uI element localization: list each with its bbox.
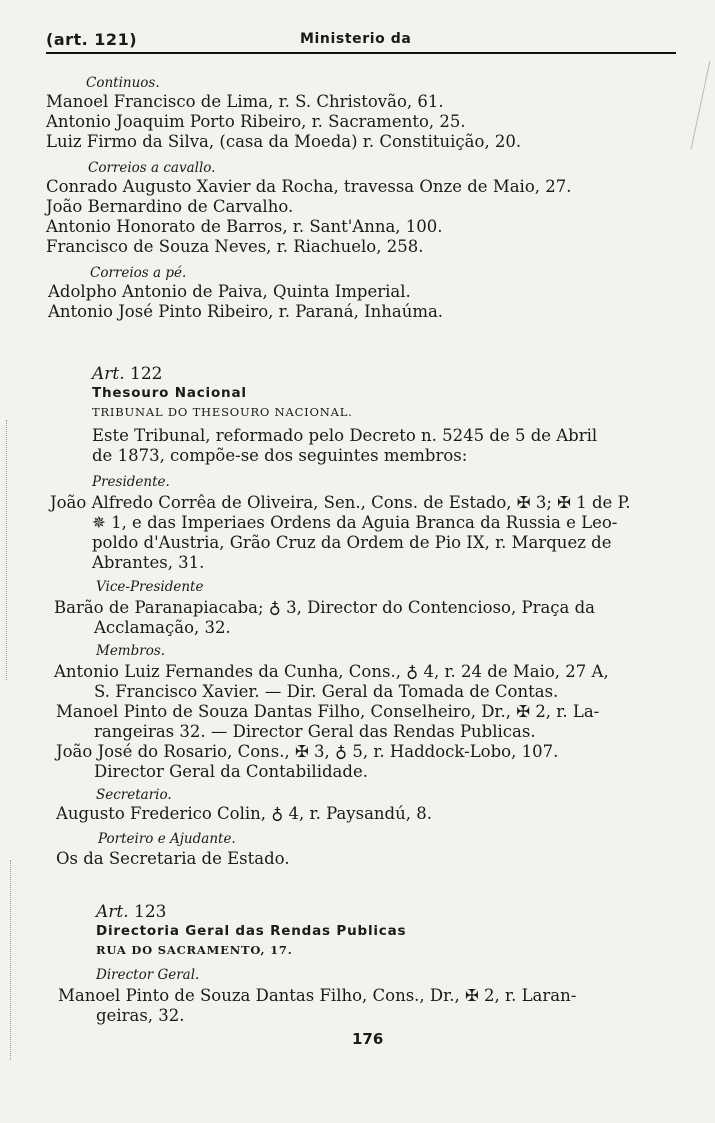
entry-line: Luiz Firmo da Silva, (casa da Moeda) r. Constituição, 20.: [46, 132, 522, 151]
section-heading: Correios a pé.: [90, 265, 187, 281]
entry-line: Francisco de Souza Neves, r. Riachuelo, 258.: [46, 237, 424, 256]
article-heading: [92, 364, 163, 384]
scan-edge-mark: [6, 420, 7, 680]
section-heading: Correios a cavallo.: [88, 160, 216, 176]
entry-line: geiras, 32.: [96, 1006, 185, 1025]
section-heading: Membros.: [96, 643, 166, 659]
section-heading: Presidente.: [92, 474, 170, 490]
header-article-ref: (art. 121): [46, 30, 138, 49]
entry-line: Acclamação, 32.: [94, 618, 231, 637]
entry-line: Antonio Honorato de Barros, r. Sant'Anna, 100.: [46, 217, 443, 236]
running-header: [46, 30, 676, 54]
section-heading: Secretario.: [96, 787, 172, 803]
section-heading: Porteiro e Ajudante.: [98, 831, 236, 847]
entry-line: Os da Secretaria de Estado.: [56, 849, 290, 868]
entry-line: Manoel Pinto de Souza Dantas Filho, Conselheiro, Dr., ✠ 2, r. La-: [56, 702, 600, 721]
entry-line: rangeiras 32. — Director Geral das Rendas Publicas.: [94, 722, 536, 741]
entry-line: Director Geral da Contabilidade.: [94, 762, 368, 781]
section-heading: Vice-Presidente: [96, 579, 204, 595]
header-ministry-title: Ministerio da: [300, 31, 412, 47]
article-number: 123: [134, 902, 167, 922]
entry-line: João Alfredo Corrêa de Oliveira, Sen., Cons. de Estado, ✠ 3; ✠ 1 de P.: [50, 493, 631, 512]
article-label: Art.: [96, 902, 129, 922]
article-number: 122: [130, 364, 163, 384]
entry-line: poldo d'Austria, Grão Cruz da Ordem de Pio IX, r. Marquez de: [92, 533, 612, 552]
scan-edge-mark: [691, 61, 711, 149]
entry-line: Manoel Pinto de Souza Dantas Filho, Cons., Dr., ✠ 2, r. Laran-: [58, 986, 577, 1005]
entry-line: João José do Rosario, Cons., ✠ 3, ♁ 5, r. Haddock-Lobo, 107.: [56, 742, 559, 761]
institution-title: Thesouro Nacional: [92, 385, 247, 401]
institution-address: RUA DO SACRAMENTO, 17.: [96, 943, 293, 957]
page-number: 176: [352, 1030, 384, 1048]
scan-edge-mark: [10, 860, 11, 1060]
entry-line: Augusto Frederico Colin, ♁ 4, r. Paysandú, 8.: [56, 804, 432, 823]
entry-line: ✵ 1, e das Imperiaes Ordens da Aguia Branca da Russia e Leo-: [92, 513, 618, 532]
entry-line: Antonio Luiz Fernandes da Cunha, Cons., ♁ 4, r. 24 de Maio, 27 A,: [54, 662, 609, 681]
section-heading: Continuos.: [86, 75, 160, 91]
entry-line: Abrantes, 31.: [92, 553, 205, 572]
entry-line: de 1873, compõe-se dos seguintes membros:: [92, 446, 468, 465]
article-heading: [96, 902, 167, 922]
entry-line: Antonio José Pinto Ribeiro, r. Paraná, Inhaúma.: [48, 302, 444, 321]
section-heading: Director Geral.: [96, 967, 200, 983]
institution-subtitle: TRIBUNAL DO THESOURO NACIONAL.: [92, 405, 353, 419]
entry-line: Antonio Joaquim Porto Ribeiro, r. Sacramento, 25.: [46, 112, 466, 131]
entry-line: João Bernardino de Carvalho.: [46, 197, 294, 216]
entry-line: Manoel Francisco de Lima, r. S. Christovão, 61.: [46, 92, 444, 111]
institution-title: Directoria Geral das Rendas Publicas: [96, 923, 407, 939]
entry-line: Este Tribunal, reformado pelo Decreto n. 5245 de 5 de Abril: [92, 426, 598, 445]
article-label: Art.: [92, 364, 125, 384]
entry-line: S. Francisco Xavier. — Dir. Geral da Tomada de Contas.: [94, 682, 559, 701]
entry-line: Conrado Augusto Xavier da Rocha, travessa Onze de Maio, 27.: [46, 177, 572, 196]
entry-line: Barão de Paranapiacaba; ♁ 3, Director do Contencioso, Praça da: [54, 598, 596, 617]
entry-line: Adolpho Antonio de Paiva, Quinta Imperial.: [48, 282, 411, 301]
